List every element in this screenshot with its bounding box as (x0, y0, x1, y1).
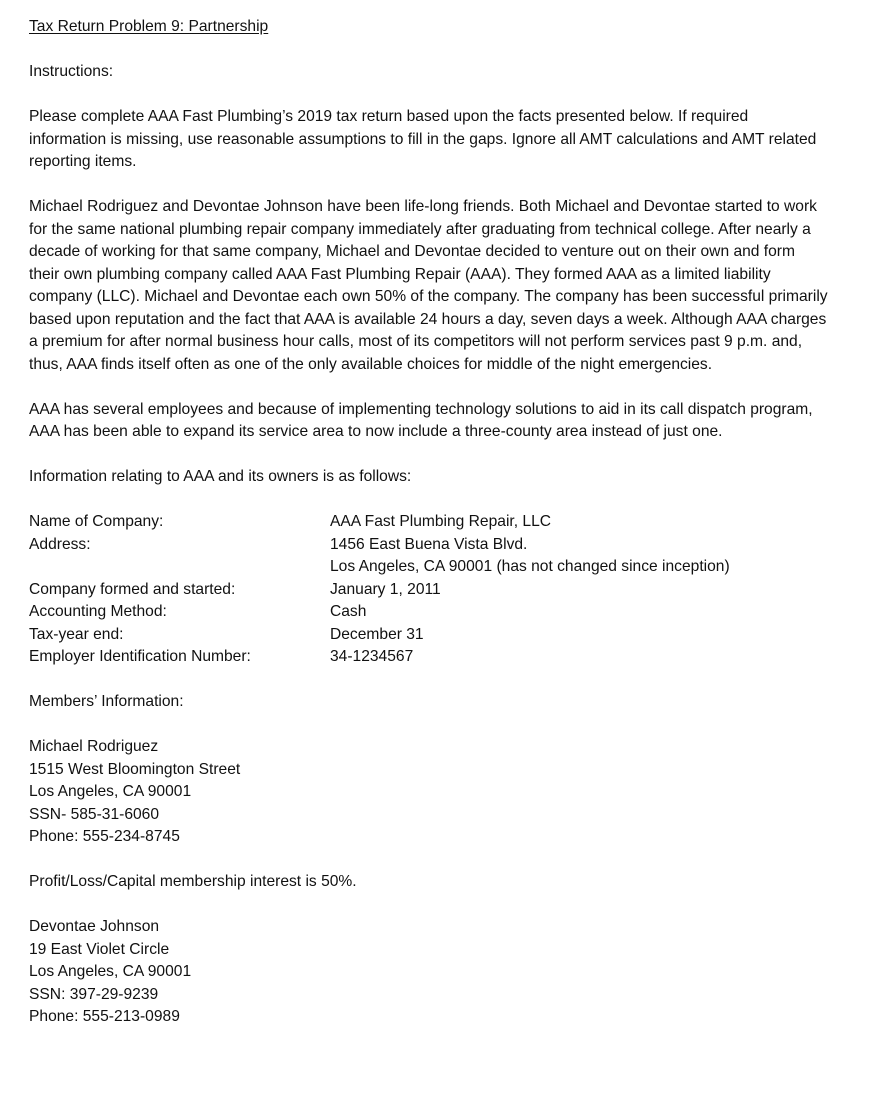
company-info-table (29, 511, 730, 669)
ein-row (29, 646, 730, 669)
accounting-method-label: Accounting Method: (29, 603, 167, 620)
paragraph-employees: AAA has several employees and because of implementing technology solutions to aid in its call dispatch program, AAA has been able to expand its service area to now include a three-county area instead of just one. (29, 400, 813, 440)
ein-value: 34-1234567 (330, 648, 414, 665)
member-city: Los Angeles, CA 90001 (29, 783, 192, 800)
member-street: 19 East Violet Circle (29, 940, 170, 958)
membership-interest-note: Profit/Loss/Capital membership interest is 50%. (29, 873, 357, 890)
tax-year-end-row (29, 624, 730, 647)
document-page (29, 16, 829, 1029)
document-title: Tax Return Problem 9: Partnership (29, 18, 269, 35)
paragraph-info-intro: Information relating to AAA and its owners is as follows: (29, 468, 412, 485)
member-name: Michael Rodriguez (29, 738, 159, 755)
company-name-row (29, 511, 730, 534)
company-formed-label: Company formed and started: (29, 580, 236, 598)
company-address-line2: Los Angeles, CA 90001 (has not changed since inception) (330, 558, 730, 575)
member-block-michael (29, 736, 829, 849)
company-address-label: Address: (29, 535, 91, 553)
company-name-value: AAA Fast Plumbing Repair, LLC (330, 513, 552, 530)
member-city: Los Angeles, CA 90001 (29, 963, 192, 980)
company-formed-row (29, 579, 730, 602)
company-address-value (330, 534, 730, 579)
company-name-label: Name of Company: (29, 513, 164, 530)
member-phone: Phone: 555-234-8745 (29, 828, 180, 845)
tax-year-end-value: December 31 (330, 625, 424, 643)
member-block-devontae (29, 916, 829, 1029)
tax-year-end-label: Tax-year end: (29, 625, 124, 643)
member-ssn: SSN: 397-29-9239 (29, 985, 159, 1003)
member-ssn: SSN- 585-31-6060 (29, 805, 160, 823)
company-formed-value: January 1, 2011 (330, 580, 441, 598)
member-phone: Phone: 555-213-0989 (29, 1008, 180, 1025)
paragraph-instructions: Please complete AAA Fast Plumbing’s 2019 tax return based upon the facts presented below. If required information is missing, use reasonable assumptions to fill in the gaps. Ignore all AMT calculations and AMT related reporting items. (29, 108, 817, 170)
instructions-heading: Instructions: (29, 63, 114, 80)
ein-label: Employer Identification Number: (29, 648, 251, 665)
accounting-method-row (29, 601, 730, 624)
members-heading: Members’ Information: (29, 693, 184, 710)
member-name: Devontae Johnson (29, 918, 160, 935)
paragraph-background: Michael Rodriguez and Devontae Johnson have been life-long friends. Both Michael and Devontae started to work for the same national plumbing repair company immediately after graduating from technical college. After nearly a decade of working for that same company, Michael and Devontae decided to venture out on their own and form their own plumbing company called AAA Fast Plumbing Repair (AAA). They formed AAA as a limited liability company (LLC). Michael and Devontae each own 50% of the company. The company has been successful primarily based upon reputation and the fact that AAA is available 24 hours a day, seven days a week. Although AAA charges a premium for after normal business hour calls, most of its competitors will not perform services past 9 p.m. and, thus, AAA finds itself often as one of the only available choices for middle of the night emergencies. (29, 198, 828, 373)
company-address-row (29, 534, 730, 579)
member-street: 1515 West Bloomington Street (29, 760, 241, 778)
company-address-line1: 1456 East Buena Vista Blvd. (330, 535, 528, 553)
accounting-method-value: Cash (330, 603, 367, 620)
